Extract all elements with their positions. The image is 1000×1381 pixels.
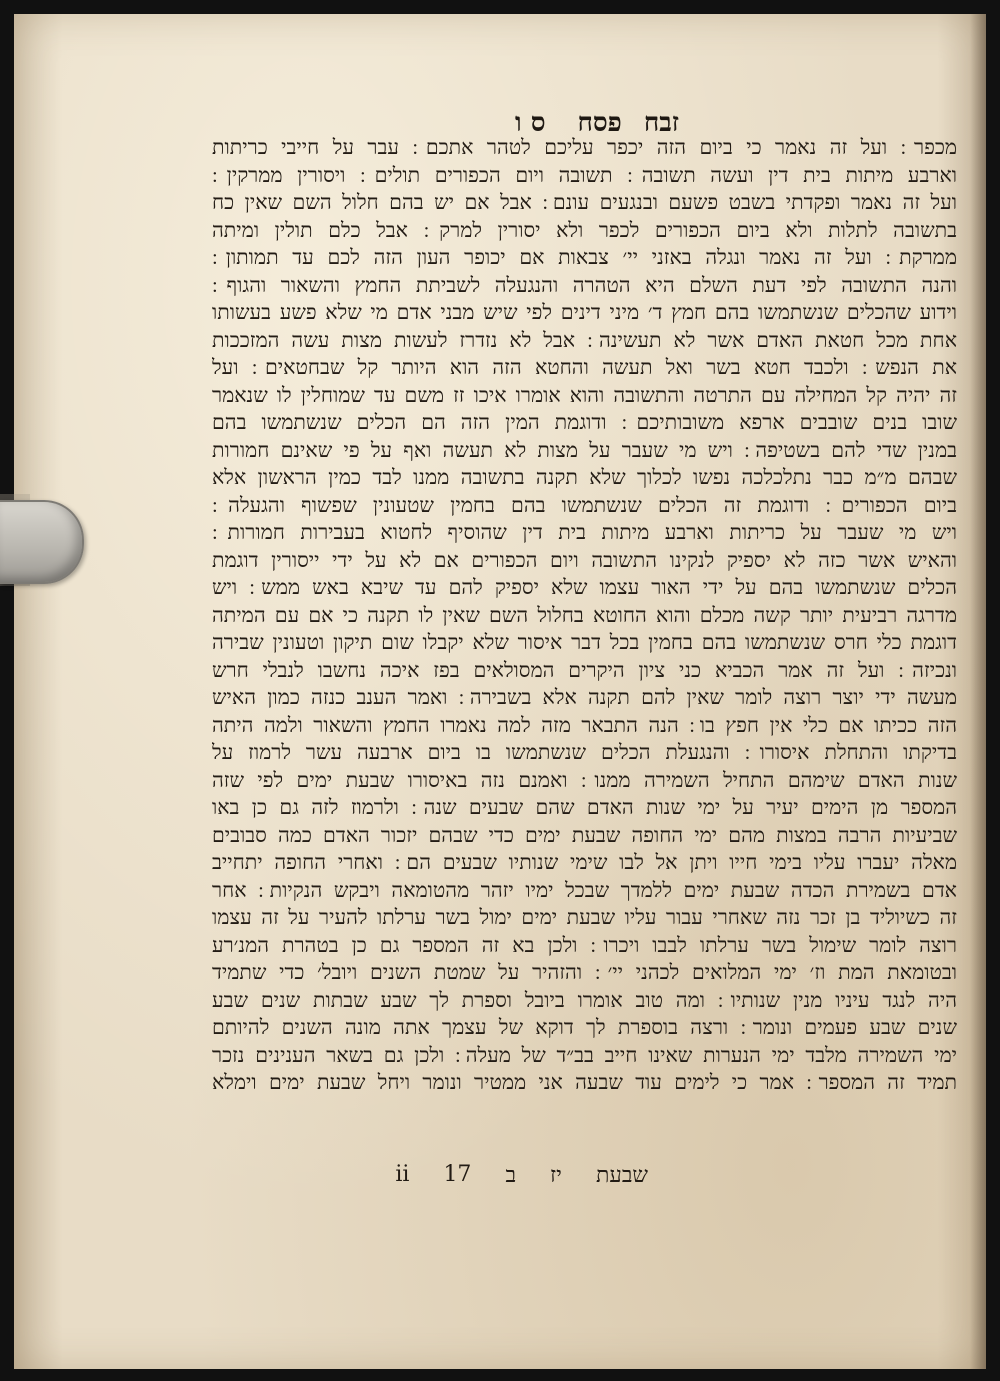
text-line: זה יהיה קל המחילה עם התרטה והתשובה והוא אומרו איכו זז משם עד שמוחלין לו שנאמר <box>212 382 957 407</box>
text-line: והאיש אשר כזה לא יספיק לנקינו התשובה ויום הכפורים אם לא על ידי ייסורין דוגמת <box>212 547 957 572</box>
text-line: דוגמת כלי חרס שנשתמשו בהם בחמין בכל דבר איסור שלא יקבלו שום תיקון וטעונין שבירה <box>212 630 957 654</box>
text-line: הזה ככיתו אם כלי אין חפץ בו ׃ הנה התבאר מזה למה נאמרו החמץ והשאור ולמה היתה <box>212 712 957 737</box>
running-header <box>279 98 679 138</box>
text-line: מעשה ידי יוצר רוצה לומר שאין להם תקנה אלא בשבירה ׃ ואמר הענב כנזה כמון האיש <box>212 685 957 709</box>
page-edge-shadow <box>970 14 986 1369</box>
text-line: ממרקת ׃ ועל זה נאמר ונגלה באזני יי׳ צבאות אם יכופר העון הזה לכם עד תמותון ׃ <box>212 245 957 269</box>
header-word-2: פסח <box>577 108 622 138</box>
book-clip <box>0 500 84 584</box>
text-line: שנים שבע פעמים ונומר ׃ ורצה בוספרת לך דוקא של עצמך אתה מונה השנים להיותם <box>212 1015 957 1039</box>
text-line: בדיקתו והתחלת איסורו ׃ והנגעלת הכלים שנשתמשו בו ביום ארבעה עשר לרמוז על <box>212 740 957 764</box>
signature-mark: ב <box>505 1163 517 1188</box>
signature-mark: יז <box>550 1163 562 1188</box>
main-text-block <box>212 134 957 1097</box>
text-line: מכפר ׃ ועל זה נאמר כי ביום הזה יכפר עליכם לטהר אתכם ׃ עבר על חייבי כריתות <box>212 135 957 159</box>
text-line: ביום הכפורים ׃ ודוגמת זה הכלים שנשתמשו בהם בחמין שטעונין שפשוף והגעלה ׃ <box>212 492 957 517</box>
text-line: זה כשיוליד בן זכר נזה שאחרי עבור עליו שבעת ימים ימול בשר ערלתו להעיר על זה עצמו <box>212 905 957 929</box>
text-line: וידוע שהכלים שנשתמשו בהם חמץ ד׳ מיני דינים לפי שיש מבני אדם מי שלא פשע בעשותו <box>212 300 957 324</box>
text-line: אחת מכל חטאת האדם אשר לא תעשינה ׃ אבל לא נזדרז לעשות מצות עשה המזככות <box>212 327 957 352</box>
text-line: במנין שדי להם בשטיפה ׃ ויש מי שעבר על מצות לא תעשה ואף על פי שאינם חמורות <box>212 437 957 462</box>
text-line: ובטומאת המת וז׳ ימי המלואים לכהני יי׳ ׃ והזהיר על שמטת השנים ויובל׳ כדי שתמיד <box>212 960 957 984</box>
text-line: מדרגה רביעית יותר קשה מכלם והוא החוטא בחלול השם שאין לו תקנה כי אם עם המיתה <box>212 602 957 627</box>
text-line: מאלה יעברו עליו בימי חייו ויתן אל לבו שימי שנותיו שבעים הם ׃ ואחרי החופה יתחייב <box>212 850 957 874</box>
catchword: שבעת <box>595 1163 648 1188</box>
text-line: תמיד זה המספר ׃ אמר כי לימים עוד שבעה אני ממטיר ונומר ויחל שבעת ימים וימלא <box>212 1070 957 1094</box>
text-line: וארבע מיתות בית דין ועשה תשובה ׃ תשובה ויום הכפורים תולים ׃ ויסורין ממרקין ׃ <box>212 162 957 187</box>
text-line: ועל זה נאמר ופקדתי בשבט פשעם ובנגעים עונם ׃ אבל אם יש בהם חלול השם שאין כח <box>212 190 957 214</box>
text-line: אדם בשמירת הכדה שבעת ימים ללמדך שבכל ימיו יזהר מהטומאה ויבקש הנקיות ׃ אחר <box>212 877 957 902</box>
folio-number: ס ו <box>515 108 546 138</box>
text-line: שביעיות הרבה במצות מהם ימי החופה שבעת ימים כדי שבהם יזכור האדם כמה סבובים <box>212 822 957 847</box>
text-line: רוצה לומר שימול בשר ערלתו לבבו ויכרו ׃ ולכן בא זה המספר גם כן בטהרת המנ׳רע <box>212 932 957 957</box>
text-line: ונכיזה ׃ ועל זה אמר הכביא כני ציון היקרים המסולאים בפז איכה נחשבו לנבלי חרש <box>212 657 957 682</box>
text-line: שובו בנים שובבים ארפא משובותיכם ׃ ודוגמת המין הזה הם הכלים שנשתמשו בהם <box>212 410 957 434</box>
text-line: ימי השמירה מלבד ימי הנערות שאינו חייב בב״ד של מעלה ׃ ולכן גם בשאר הענינים נזכר <box>212 1042 957 1067</box>
text-line: את הנפש ׃ ולכבד חטא בשר ואל תעשה והחטא הזה הוא היותר קל שבחטאים ׃ ועל <box>212 355 957 379</box>
text-line: ויש מי שעבר על כריתות וארבע מיתות בית דין שהוסיף לחטוא בעבירות חמורות ׃ <box>212 520 957 544</box>
text-line: המספר מן הימים יעיר על ימי שנות האדם שהם שבעים שנה ׃ ולרמוז לזה גם כן באו <box>212 795 957 819</box>
signature-mark: ii <box>395 1162 410 1187</box>
text-line: היה לנגד עיניו מנין שנותיו ׃ ומה טוב אומרו ביובל וספרת לך שבע שבתות שנים שבע <box>212 987 957 1012</box>
signature-mark: 17 <box>443 1162 472 1187</box>
text-line: שנות האדם שימהם התחיל השמירה ממנו ׃ ואמנם נזה באיסורו שבעת ימים לפי שזה <box>212 767 957 792</box>
text-line: בתשובה לתלות ולא ביום הכפורים לכפר ולא יסורין למרק ׃ אבל כלם תולין ומיתה <box>212 217 957 242</box>
text-line: הכלים שנשתמשו בהם על ידי האור עצמו שלא יספיק להם עד שיבא באש ממש ׃ ויש <box>212 575 957 599</box>
text-line: והנה התשובה לפי דעת השלם היא הטהרה והנגעלה לשביתת החמץ והשאור והגוף ׃ <box>212 272 957 297</box>
book-page <box>14 14 986 1369</box>
text-line: שבהם מ״מ כבר נתלכלכה נפשו לכלוך שלא תקנה בתשובה ממנו לבד כמין הראשון אלא <box>212 465 957 489</box>
header-word-1: זבח <box>643 108 679 138</box>
catchword-line <box>228 1162 648 1188</box>
